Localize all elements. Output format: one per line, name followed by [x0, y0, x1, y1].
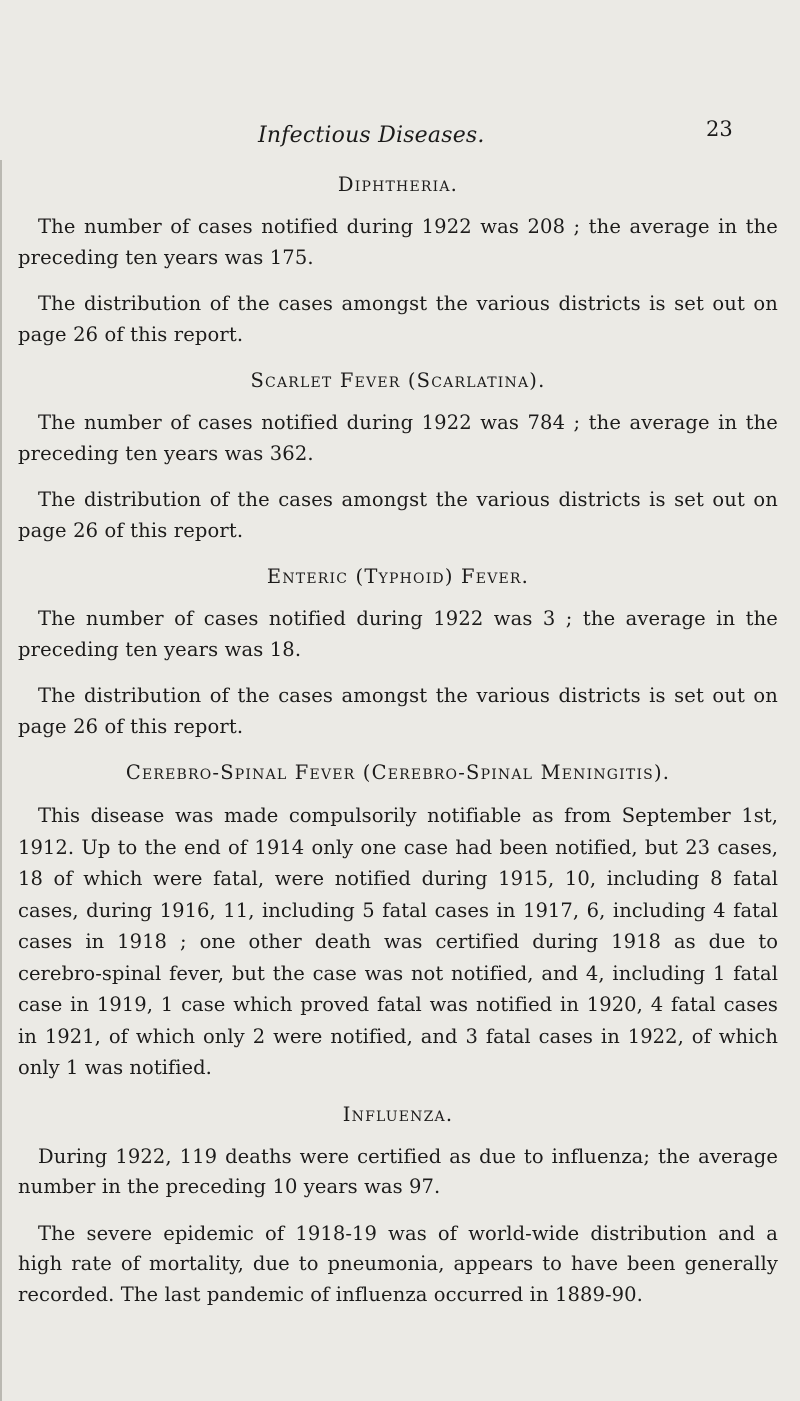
section-scarlet-fever: [18, 366, 778, 546]
paragraph: The distribution of the cases amongst the various districts is set out on page 26 of this report.: [18, 292, 778, 346]
paragraph: The number of cases notified during 1922 was 3 ; the average in the preceding ten years was 18.: [18, 607, 778, 661]
page-body: [18, 170, 778, 1326]
section-influenza: [18, 1100, 778, 1311]
section-heading: Diphtheria.: [337, 173, 459, 196]
paragraph: This disease was made compulsorily notifiable as from September 1st, 1912. Up to the end of 1914 only one case had been notified, but 23 cases, 18 of which were fatal, were notified during 1915, 10, including 8 fatal cases, during 1916, 11, including 5 fatal cases in 1917, 6, including 4 fatal cases in 1918 ; one other death was certified during 1918 as due to cerebro-spinal fever, but the case was not notified, and 4, including 1 fatal case in 1919, 1 case which proved fatal was notified in 1920, 4 fatal cases in 1921, of which only 2 were notified, and 3 fatal cases in 1922, of which only 1 was notified.: [18, 804, 778, 1079]
running-head: [0, 117, 800, 157]
section-cerebro-spinal-fever: [18, 758, 778, 1084]
page-number: 23: [706, 117, 733, 141]
running-title: Infectious Diseases.: [258, 123, 485, 148]
paragraph: The distribution of the cases amongst the various districts is set out on page 26 of this report.: [18, 488, 778, 542]
paragraph: The severe epidemic of 1918-19 was of world-wide distribution and a high rate of mortality, due to pneumonia, appears to have been generally recorded. The last pandemic of influenza occurred in 1889-90.: [18, 1221, 778, 1306]
page-edge-shadow: [0, 160, 2, 1401]
paragraph: The distribution of the cases amongst the various districts is set out on page 26 of this report.: [18, 684, 778, 738]
section-enteric-fever: [18, 562, 778, 742]
section-diphtheria: [18, 170, 778, 350]
section-heading: Scarlet Fever (Scarlatina).: [250, 369, 546, 392]
paragraph: The number of cases notified during 1922 was 784 ; the average in the preceding ten years was 362.: [18, 411, 778, 465]
section-heading: Cerebro-Spinal Fever (Cerebro-Spinal Meningitis).: [125, 761, 671, 784]
section-heading: Enteric (Typhoid) Fever.: [266, 565, 530, 588]
paragraph: During 1922, 119 deaths were certified as due to influenza; the average number in the preceding 10 years was 97.: [18, 1144, 778, 1198]
section-heading: Influenza.: [342, 1102, 454, 1126]
paragraph: The number of cases notified during 1922 was 208 ; the average in the preceding ten years was 175.: [18, 215, 778, 269]
